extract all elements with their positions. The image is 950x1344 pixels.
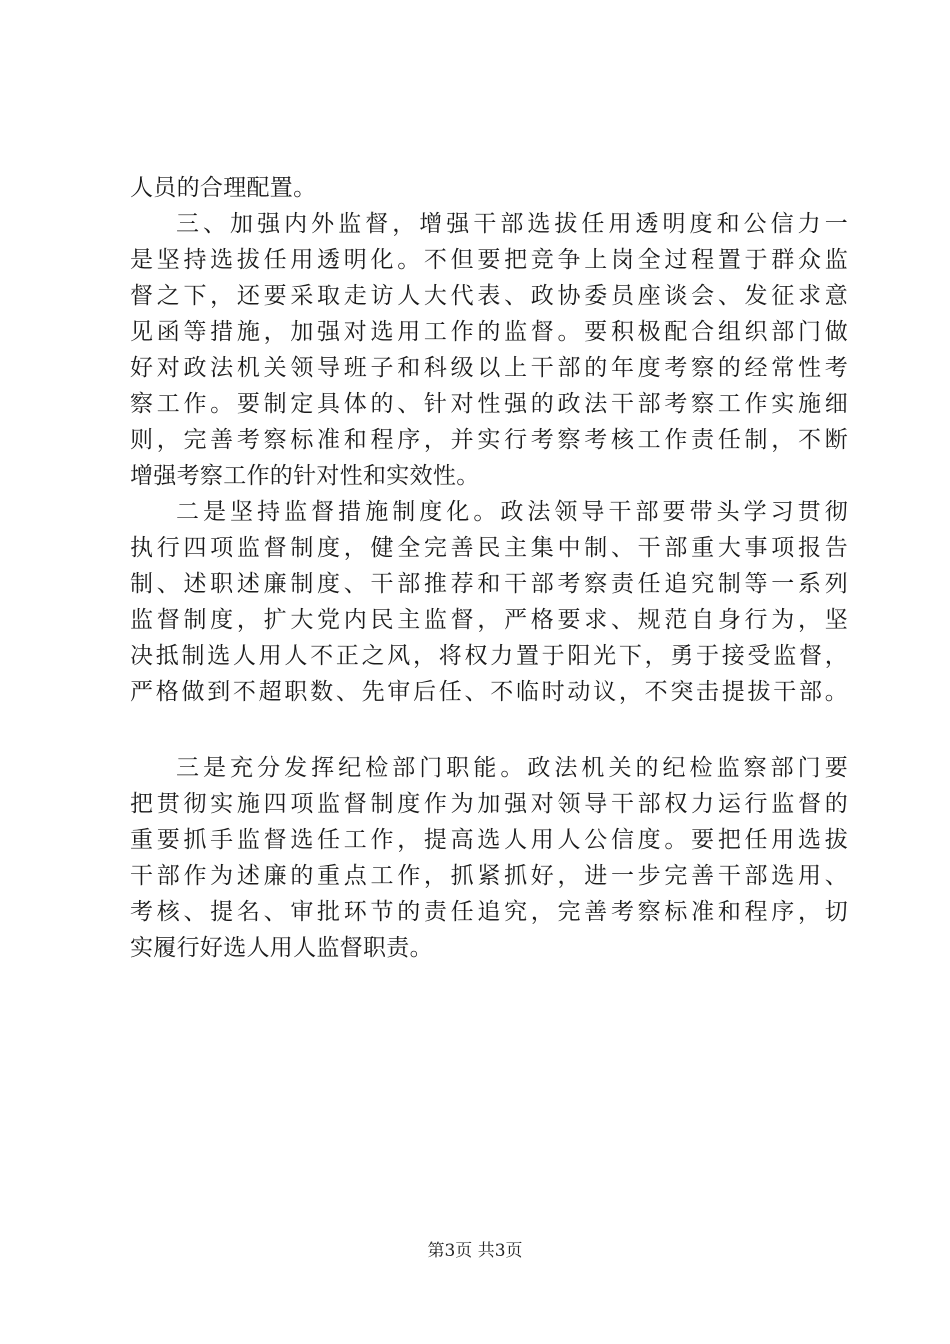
- text-line: 增强考察工作的针对性和实效性。: [130, 463, 480, 489]
- text-line: 执行四项监督制度，健全完善民主集中制、干部重大事项报告: [130, 535, 848, 561]
- text-line: 把贯彻实施四项监督制度作为加强对领导干部权力运行监督的: [130, 791, 848, 817]
- text-line: 督之下，还要采取走访人大代表、政协委员座谈会、发征求意: [130, 283, 848, 309]
- text-line: 则，完善考察标准和程序，并实行考察考核工作责任制，不断: [130, 427, 848, 453]
- paragraph-first-line: 二是坚持监督措施制度化。政法领导干部要带头学习贯彻: [176, 499, 848, 525]
- text-line: 监督制度，扩大党内民主监督，严格要求、规范自身行为，坚: [130, 607, 848, 633]
- paragraph-first-line: 三是充分发挥纪检部门职能。政法机关的纪检监察部门要: [176, 755, 848, 781]
- text-line: 制、述职述廉制度、干部推荐和干部考察责任追究制等一系列: [130, 571, 848, 597]
- text-line: 是坚持选拔任用透明化。不但要把竞争上岗全过程置于群众监: [130, 247, 848, 273]
- text-line: 严格做到不超职数、先审后任、不临时动议，不突击提拔干部。: [130, 679, 848, 705]
- paragraph-gap: [130, 710, 848, 750]
- text-line: 好对政法机关领导班子和科级以上干部的年度考察的经常性考: [130, 355, 848, 381]
- text-line: 察工作。要制定具体的、针对性强的政法干部考察工作实施细: [130, 391, 848, 417]
- paragraph-first-line: 三、加强内外监督，增强干部选拔任用透明度和公信力一: [176, 211, 848, 237]
- text-line: 人员的合理配置。: [130, 175, 317, 201]
- text-line: 考核、提名、审批环节的责任追究，完善考察标准和程序，切: [130, 899, 848, 925]
- page-footer: 第3页 共3页: [427, 1241, 523, 1261]
- text-line: 重要抓手监督选任工作，提高选人用人公信度。要把任用选拔: [130, 827, 848, 853]
- text-line: 干部作为述廉的重点工作，抓紧抓好，进一步完善干部选用、: [130, 863, 848, 889]
- text-line: 实履行好选人用人监督职责。: [130, 935, 433, 961]
- text-line: 决抵制选人用人不正之风，将权力置于阳光下，勇于接受监督，: [130, 643, 848, 669]
- document-body: [130, 170, 848, 966]
- text-line: 见函等措施，加强对选用工作的监督。要积极配合组织部门做: [130, 319, 848, 345]
